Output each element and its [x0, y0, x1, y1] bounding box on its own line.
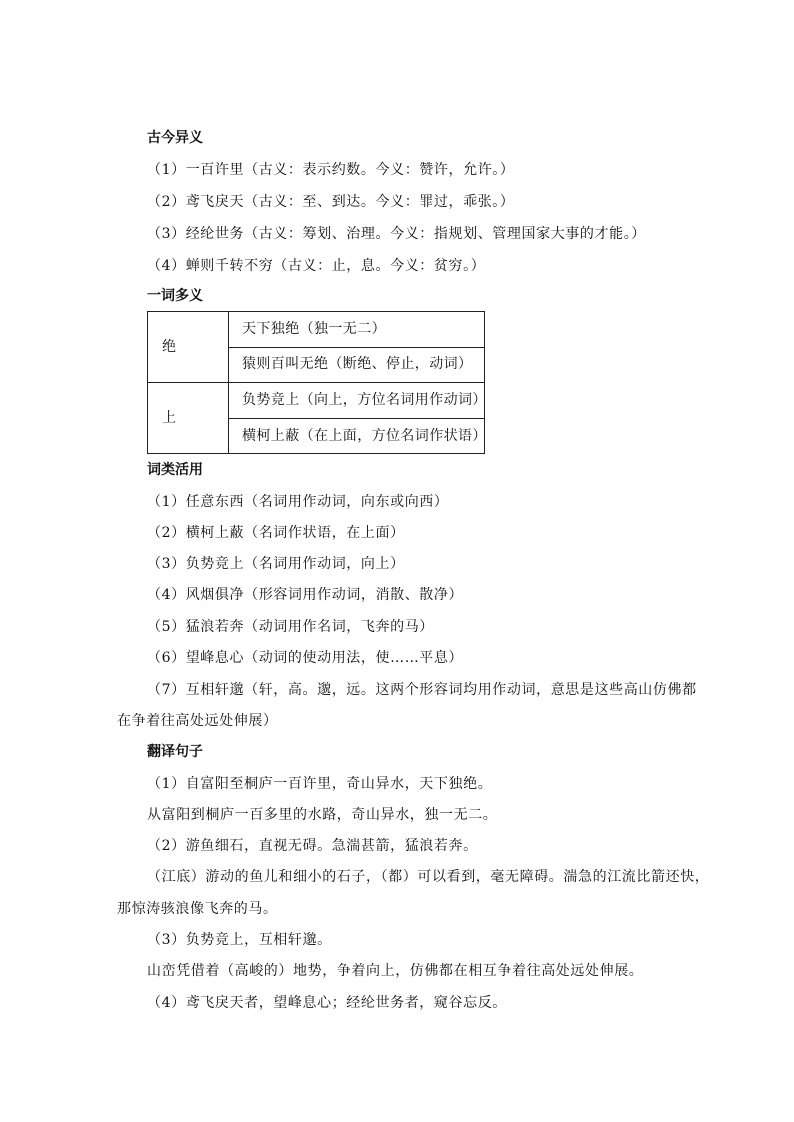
list-item: （2）鸢飞戾天（古义：至、到达。今义：罪过，乖张。）	[147, 194, 515, 210]
list-item: （4）风烟俱净（形容词用作动词，消散、散净）	[147, 587, 464, 603]
translation-line: （2）游鱼细石，直视无碍。急湍甚箭，猛浪若奔。	[147, 838, 478, 854]
table-word-cell	[147, 382, 229, 454]
table-meaning: 横柯上蔽（在上面，方位名词作状语）	[242, 428, 487, 444]
table-word: 上	[162, 410, 177, 426]
list-item-continuation: 在争着往高处远处伸展）	[117, 713, 278, 729]
translation-line: （江底）游动的鱼儿和细小的石子，（都）可以看到，毫无障碍。湍急的江流比箭还快，	[147, 869, 710, 885]
translation-line: 从富阳到桐庐一百多里的水路，奇山异水，独一无二。	[147, 807, 498, 823]
list-item: （3）负势竞上（名词用作动词，向上）	[147, 556, 405, 572]
translation-line: （3）负势竞上，互相轩邈。	[147, 932, 332, 948]
section-heading-cilei: 词类活用	[147, 462, 203, 478]
translation-line: （4）鸢飞戾天者，望峰息心；经纶世务者，窥谷忘反。	[147, 995, 507, 1011]
list-item: （6）望峰息心（动词的使动用法，使……平息）	[147, 650, 464, 666]
list-item: （5）猛浪若奔（动词用作名词，飞奔的马）	[147, 619, 434, 635]
list-item: （4）蝉则千转不穷（古义：止，息。今义：贫穷。）	[147, 258, 486, 274]
table-word: 绝	[162, 339, 177, 355]
list-item: （7）互相轩邈（轩，高。邈，远。这两个形容词均用作动词，意思是这些高山仿佛都	[147, 682, 697, 698]
translation-line: 那惊涛骇浪像飞奔的马。	[117, 901, 278, 917]
table-word-cell	[147, 311, 229, 383]
section-heading-yici: 一词多义	[147, 288, 203, 304]
table-meaning: 负势竞上（向上，方位名词用作动词）	[242, 392, 487, 408]
list-item: （1）任意东西（名词用作动词，向东或向西）	[147, 494, 449, 510]
translation-line: （1）自富阳至桐庐一百许里，奇山异水，天下独绝。	[147, 776, 493, 792]
section-heading-fanyi: 翻译句子	[147, 744, 203, 760]
list-item: （3）经纶世务（古义：筹划、治理。今义：指规划、管理国家大事的才能。）	[147, 226, 646, 242]
section-heading-gujin: 古今异义	[147, 130, 203, 146]
table-meaning: 天下独绝（独一无二）	[242, 321, 386, 337]
list-item: （1）一百许里（古义：表示约数。今义：赞许，允许。）	[147, 162, 515, 178]
translation-line: 山峦凭借着（高峻的）地势，争着向上，仿佛都在相互争着往高处远处伸展。	[147, 963, 644, 979]
list-item: （2）横柯上蔽（名词作状语，在上面）	[147, 525, 405, 541]
table-meaning: 猿则百叫无绝（断绝、停止，动词）	[242, 356, 473, 372]
